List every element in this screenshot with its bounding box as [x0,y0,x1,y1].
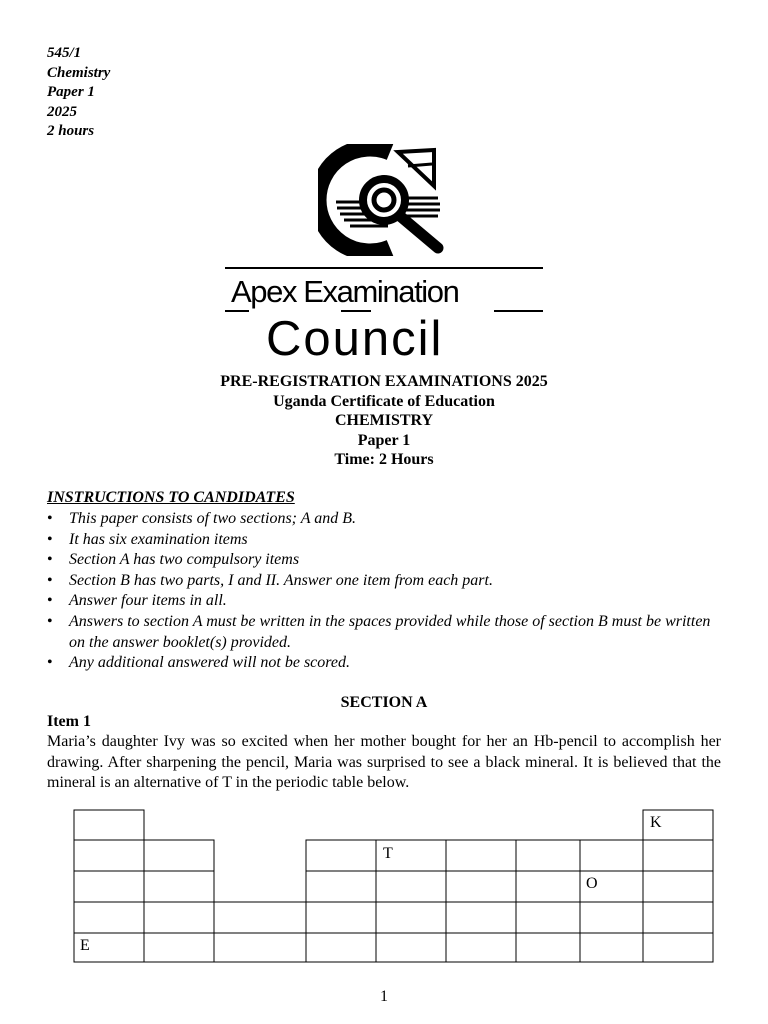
element-label-t: T [383,845,393,862]
paper-subject: Chemistry [47,64,111,81]
instruction-item: • Answers to section A must be written in the spaces provided while those of section B must be written on the answer booklet(s) provided. [47,612,721,653]
exam-paper: Paper 1 [357,431,411,449]
paper-year: 2025 [47,103,77,120]
instruction-item: • Answer four items in all. [47,591,721,612]
element-label-e: E [80,937,90,954]
instruction-item: • Section B has two parts, I and II. Answer one item from each part. [47,571,721,592]
instruction-item: • Section A has two compulsory items [47,550,721,571]
item-label: Item 1 [47,713,91,730]
instruction-item: • It has six examination items [47,530,721,551]
exam-subject: CHEMISTRY [334,412,434,430]
page-number: 1 [380,988,388,1005]
instruction-item: • Any additional answered will not be scored. [47,653,721,674]
section-a-heading: SECTION A [340,694,428,711]
brand-name-line2: Council [266,312,444,366]
paper-duration: 2 hours [47,123,95,139]
exam-title: PRE-REGISTRATION EXAMINATIONS 2025 [220,373,548,390]
item-passage: Maria’s daughter Ivy was so excited when her mother bought for her an Hb-pencil to accomplish her drawing. After sharpening the pencil, Maria was surprised to see a black mineral. It is believed that the mineral is an alternative of T in the periodic table below. [47,733,721,792]
instruction-item: • This paper consists of two sections; A and B. [47,509,721,530]
exam-certificate: Uganda Certificate of Education [273,392,495,410]
instructions-heading: INSTRUCTIONS TO CANDIDATES [47,489,295,506]
element-label-o: O [586,875,598,892]
brand-name-line1: Apex Examination [231,274,459,309]
paper-code: 545/1 [47,45,82,61]
paper-number: Paper 1 [47,84,95,100]
exam-time: Time: 2 Hours [334,451,434,469]
element-label-k: K [650,814,662,831]
